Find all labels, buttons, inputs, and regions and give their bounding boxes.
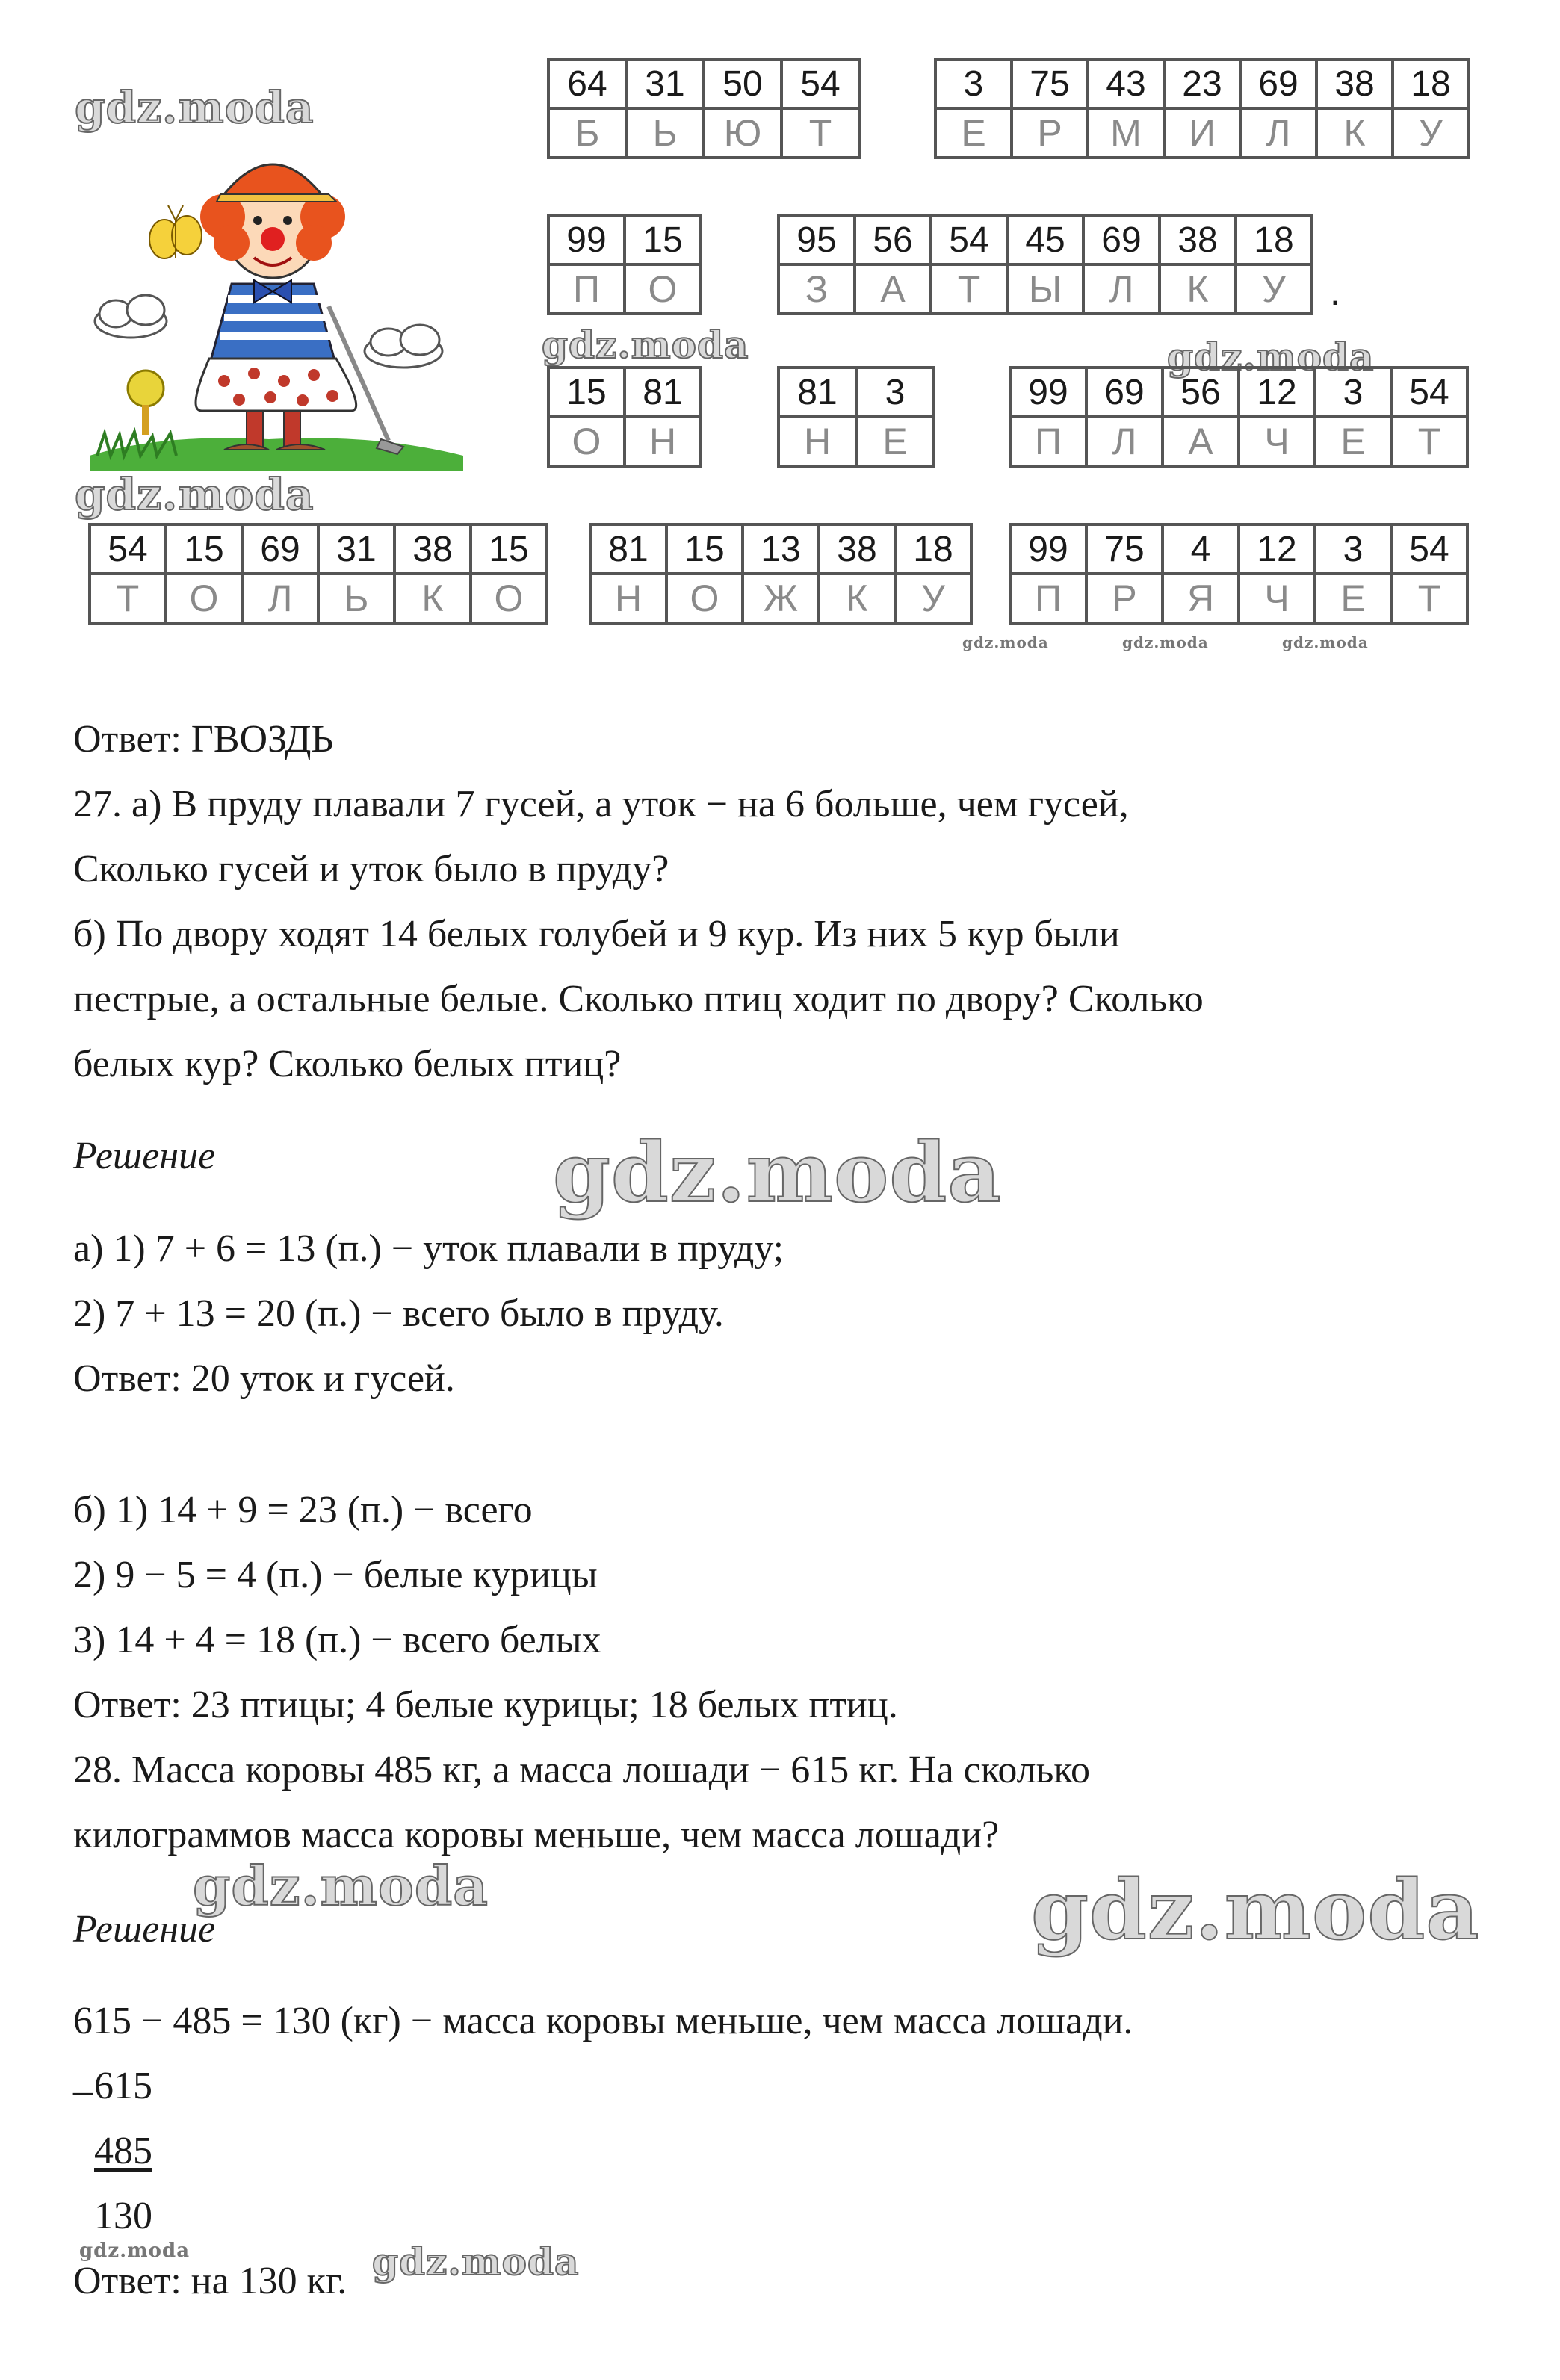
column-minuend: 615 [94,2065,152,2107]
cipher-letter-cell: П [1010,417,1086,466]
problem-28-line-1: 28. Масса коровы 485 кг, а масса лошади − 615 кг. На сколько [73,1749,1090,1791]
cipher-letter-cell: К [819,574,895,623]
cipher-letter-cell: Ч [1239,417,1315,466]
cipher-table-r2-1 [547,214,702,315]
cipher-letter-cell: Н [779,417,856,466]
cipher-number-cell: 69 [242,524,318,574]
cipher-letter-cell: У [895,574,971,623]
cipher-letter-cell: Е [1315,417,1391,466]
cipher-letter-cell: Т [1391,574,1467,623]
cipher-number-cell: 54 [1391,524,1467,574]
cipher-table-r1-1 [547,58,861,159]
cipher-letter-cell: П [1010,574,1086,623]
cipher-letter-cell: У [1236,264,1312,314]
cipher-number-cell: 69 [1083,215,1160,264]
cipher-number-cell: 69 [1086,368,1163,417]
cipher-number-cell: 3 [856,368,934,417]
column-subtrahend: 485 [94,2130,152,2172]
cipher-number-cell: 3 [935,59,1012,108]
watermark-large-1: gdz.moda [553,1124,1002,1221]
cipher-number-cell: 99 [1010,368,1086,417]
cipher-letter-cell: Т [931,264,1007,314]
cipher-table-r4-3 [1009,523,1469,625]
watermark-clown-bottom: gdz.moda [75,469,315,520]
solution-a-step-2: 2) 7 + 13 = 20 (п.) − всего было в пруду. [73,1292,724,1335]
cipher-number-cell: 38 [819,524,895,574]
cipher-table-r3-1 [547,366,702,468]
watermark-tiny-1: gdz.moda [962,633,1049,651]
solution-b-step-1: б) 1) 14 + 9 = 23 (п.) − всего [73,1489,533,1531]
cipher-letter-cell: Е [1315,574,1391,623]
cipher-letter-cell: З [779,264,855,314]
cipher-letter-cell: Ь [626,108,704,158]
solution-heading-28: Решение [73,1908,216,1950]
solution-a-answer: Ответ: 20 уток и гусей. [73,1357,455,1400]
cipher-number-cell: 81 [779,368,856,417]
watermark-tiny-4: gdz.moda [79,2240,191,2262]
cipher-letter-cell: О [548,417,625,466]
cipher-number-cell: 15 [548,368,625,417]
cipher-table-r2-2 [777,214,1313,315]
solution-28-step: 615 − 485 = 130 (кг) − масса коровы меньше, чем масса лошади. [73,2000,1133,2042]
cipher-table-r3-3 [1009,366,1469,468]
cipher-number-cell: 23 [1164,59,1240,108]
column-difference: 130 [94,2195,152,2237]
problem-27-line-3: б) По двору ходят 14 белых голубей и 9 кур. Из них 5 кур были [73,913,1120,955]
solution-b-step-3: 3) 14 + 4 = 18 (п.) − всего белых [73,1619,601,1661]
watermark-tiny-2: gdz.moda [1122,633,1209,651]
cipher-number-cell: 18 [1236,215,1312,264]
cipher-letter-cell: Н [625,417,701,466]
cipher-letter-cell: М [1088,108,1164,158]
cipher-letter-cell: О [166,574,242,623]
cipher-number-cell: 38 [1316,59,1393,108]
problem-27-line-4: пестрые, а остальные белые. Сколько птиц ходит по двору? Сколько [73,978,1204,1020]
cipher-number-cell: 95 [779,215,855,264]
cipher-letter-cell: К [1160,264,1236,314]
cipher-number-cell: 4 [1163,524,1239,574]
cipher-letter-cell: Л [1086,417,1163,466]
watermark-large-2: gdz.moda [1031,1862,1480,1958]
cipher-number-cell: 18 [895,524,971,574]
cipher-letter-cell: О [625,264,701,314]
cipher-number-cell: 12 [1239,524,1315,574]
cipher-letter-cell: Ы [1007,264,1083,314]
cipher-number-cell: 38 [394,524,471,574]
problem-28-line-2: килограммов масса коровы меньше, чем масса лошади? [73,1814,1000,1856]
cipher-letter-cell: П [548,264,625,314]
cipher-letter-cell: Ь [318,574,394,623]
column-minus-sign: _ [73,2057,93,2099]
problem-27-line-2: Сколько гусей и уток было в пруду? [73,848,669,890]
cipher-number-cell: 54 [1391,368,1467,417]
cipher-number-cell: 69 [1240,59,1316,108]
cipher-number-cell: 3 [1315,368,1391,417]
cipher-table-r1-2 [934,58,1470,159]
problem-27-line-5: белых кур? Сколько белых птиц? [73,1043,622,1085]
cipher-number-cell: 43 [1088,59,1164,108]
problem-27-line-1: 27. а) В пруду плавали 7 гусей, а уток − на 6 больше, чем гусей, [73,783,1129,825]
cipher-number-cell: 56 [855,215,931,264]
cipher-number-cell: 54 [90,524,166,574]
cipher-table-r3-2 [777,366,935,468]
cipher-letter-cell: Р [1086,574,1163,623]
cipher-number-cell: 75 [1086,524,1163,574]
watermark-row2-right: gdz.moda [1167,335,1375,379]
cipher-letter-cell: И [1164,108,1240,158]
cipher-number-cell: 99 [548,215,625,264]
cipher-letter-cell: Т [90,574,166,623]
cipher-letter-cell: Л [1083,264,1160,314]
cipher-number-cell: 50 [704,59,781,108]
cipher-letter-cell: К [1316,108,1393,158]
cipher-letter-cell: Е [856,417,934,466]
cipher-number-cell: 12 [1239,368,1315,417]
clown-golfer-illustration [75,82,471,471]
cipher-letter-cell: Ю [704,108,781,158]
cipher-table-r4-1 [88,523,548,625]
cipher-number-cell: 54 [781,59,859,108]
cipher-letter-cell: Р [1012,108,1088,158]
watermark-tiny-3: gdz.moda [1282,633,1369,651]
cipher-number-cell: 13 [743,524,819,574]
cipher-letter-cell: Ж [743,574,819,623]
cipher-letter-cell: А [1163,417,1239,466]
answer-top: Ответ: ГВОЗДЬ [73,718,334,760]
watermark-row2-mid: gdz.moda [542,323,749,367]
cipher-number-cell: 64 [548,59,626,108]
watermark-top-left: gdz.moda [75,82,315,133]
cipher-number-cell: 15 [166,524,242,574]
cipher-number-cell: 15 [471,524,547,574]
cipher-letter-cell: Т [1391,417,1467,466]
cipher-letter-cell: У [1393,108,1469,158]
cipher-letter-cell: Е [935,108,1012,158]
cipher-number-cell: 56 [1163,368,1239,417]
watermark-mid-left: gdz.moda [193,1854,489,1918]
cipher-number-cell: 15 [666,524,743,574]
cipher-number-cell: 38 [1160,215,1236,264]
cipher-number-cell: 45 [1007,215,1083,264]
cipher-letter-cell: О [471,574,547,623]
cipher-letter-cell: Б [548,108,626,158]
cipher-letter-cell: К [394,574,471,623]
cipher-letter-cell: Ч [1239,574,1315,623]
cipher-letter-cell: Т [781,108,859,158]
cipher-number-cell: 31 [318,524,394,574]
period-after-table: . [1330,271,1340,313]
cipher-table-r4-2 [589,523,973,625]
cipher-number-cell: 15 [625,215,701,264]
cipher-letter-cell: Я [1163,574,1239,623]
cipher-number-cell: 3 [1315,524,1391,574]
solution-b-answer: Ответ: 23 птицы; 4 белые курицы; 18 белых птиц. [73,1684,898,1726]
cipher-number-cell: 81 [625,368,701,417]
solution-b-step-2: 2) 9 − 5 = 4 (п.) − белые курицы [73,1554,598,1596]
cipher-number-cell: 81 [590,524,666,574]
cipher-letter-cell: Н [590,574,666,623]
solution-a-step-1: а) 1) 7 + 6 = 13 (п.) − уток плавали в пруду; [73,1227,784,1270]
cipher-letter-cell: Л [242,574,318,623]
watermark-bottom: gdz.moda [372,2240,580,2284]
cipher-number-cell: 99 [1010,524,1086,574]
cipher-number-cell: 75 [1012,59,1088,108]
cipher-letter-cell: А [855,264,931,314]
cipher-number-cell: 18 [1393,59,1469,108]
cipher-letter-cell: О [666,574,743,623]
solution-heading-27: Решение [73,1135,216,1177]
cipher-letter-cell: Л [1240,108,1316,158]
cipher-number-cell: 31 [626,59,704,108]
cipher-number-cell: 54 [931,215,1007,264]
answer-28: Ответ: на 130 кг. [73,2260,347,2302]
